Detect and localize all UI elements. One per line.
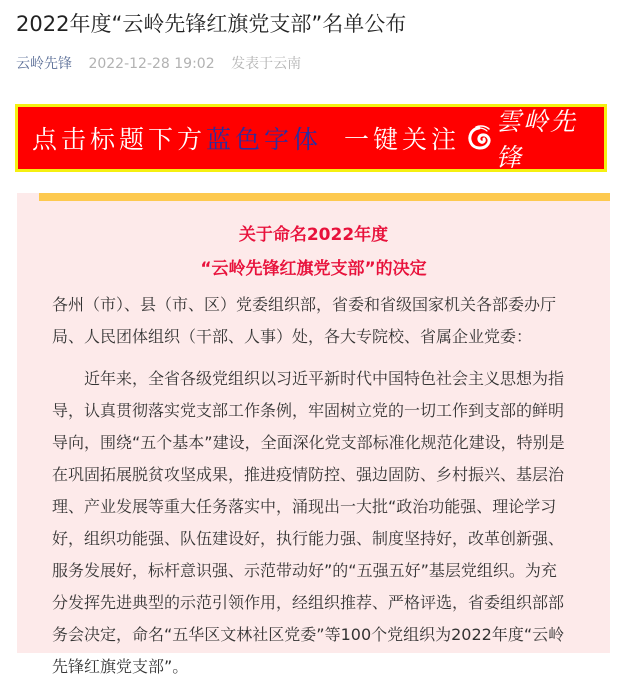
- text-line: 在巩固拓展脱贫攻坚成果，推进疫情防控、强边固防、乡村振兴、基层治: [52, 465, 565, 484]
- decision-document: [17, 193, 610, 676]
- banner-text-click: 点击标题下方: [32, 125, 207, 154]
- document-heading-line1: 关于命名2022年度: [238, 225, 389, 245]
- text-line: 好，组织功能强、队伍建设好，执行能力强、制度坚持好，改革创新强、: [52, 529, 565, 548]
- text-line: 服务发展好，标杆意识强、示范带动好”的“五强五好”基层党组织。为充: [52, 561, 557, 580]
- panel-top-bar: [39, 193, 610, 201]
- text-line: 各州（市）、县（市、区）党委组织部，省委和省级国家机关各部委办厅: [52, 295, 557, 314]
- banner-text: [32, 120, 460, 156]
- publish-date: 2022-12-28 19:02: [88, 56, 215, 72]
- article-meta: [16, 53, 301, 73]
- brand-logo: [466, 102, 604, 174]
- text-line: 导向，围绕“五个基本”建设，全面深化党支部标准化规范化建设，特别是: [52, 433, 565, 452]
- text-line: 先锋红旗党支部”。: [52, 657, 189, 676]
- text-line: 导，认真贯彻落实党支部工作条例，牢固树立党的一切工作到支部的鲜明: [52, 401, 565, 420]
- follow-banner[interactable]: [15, 104, 607, 172]
- article-title: 2022年度“云岭先锋红旗党支部”名单公布: [16, 12, 407, 36]
- text-line: 务会决定，命名“五华区文林社区党委”等100个党组织为2022年度“云岭: [52, 625, 565, 644]
- text-line: 近年来，全省各级党组织以习近平新时代中国特色社会主义思想为指: [84, 369, 565, 388]
- publish-location: 发表于云南: [231, 56, 302, 72]
- text-line: 理、产业发展等重大任务落实中，涌现出一大批“政治功能强、理论学习: [52, 497, 557, 516]
- banner-text-follow: 一键关注: [344, 125, 461, 154]
- document-heading-line2: “云岭先锋红旗党支部”的决定: [200, 259, 427, 279]
- text-line: 分发挥先进典型的示范引领作用，经组织推荐、严格评选，省委组织部部: [52, 593, 565, 612]
- brand-logo-text: 雲岭先锋: [496, 107, 578, 172]
- banner-text-blue: 蓝色字体: [206, 125, 323, 154]
- salutation-paragraph: [52, 289, 582, 353]
- author-link[interactable]: 云岭先锋: [16, 56, 72, 72]
- swirl-logo-icon: [466, 125, 492, 151]
- text-line: 局、人民团体组织（干部、人事）处，各大专院校、省属企业党委：: [52, 327, 533, 346]
- body-paragraph: [52, 363, 582, 683]
